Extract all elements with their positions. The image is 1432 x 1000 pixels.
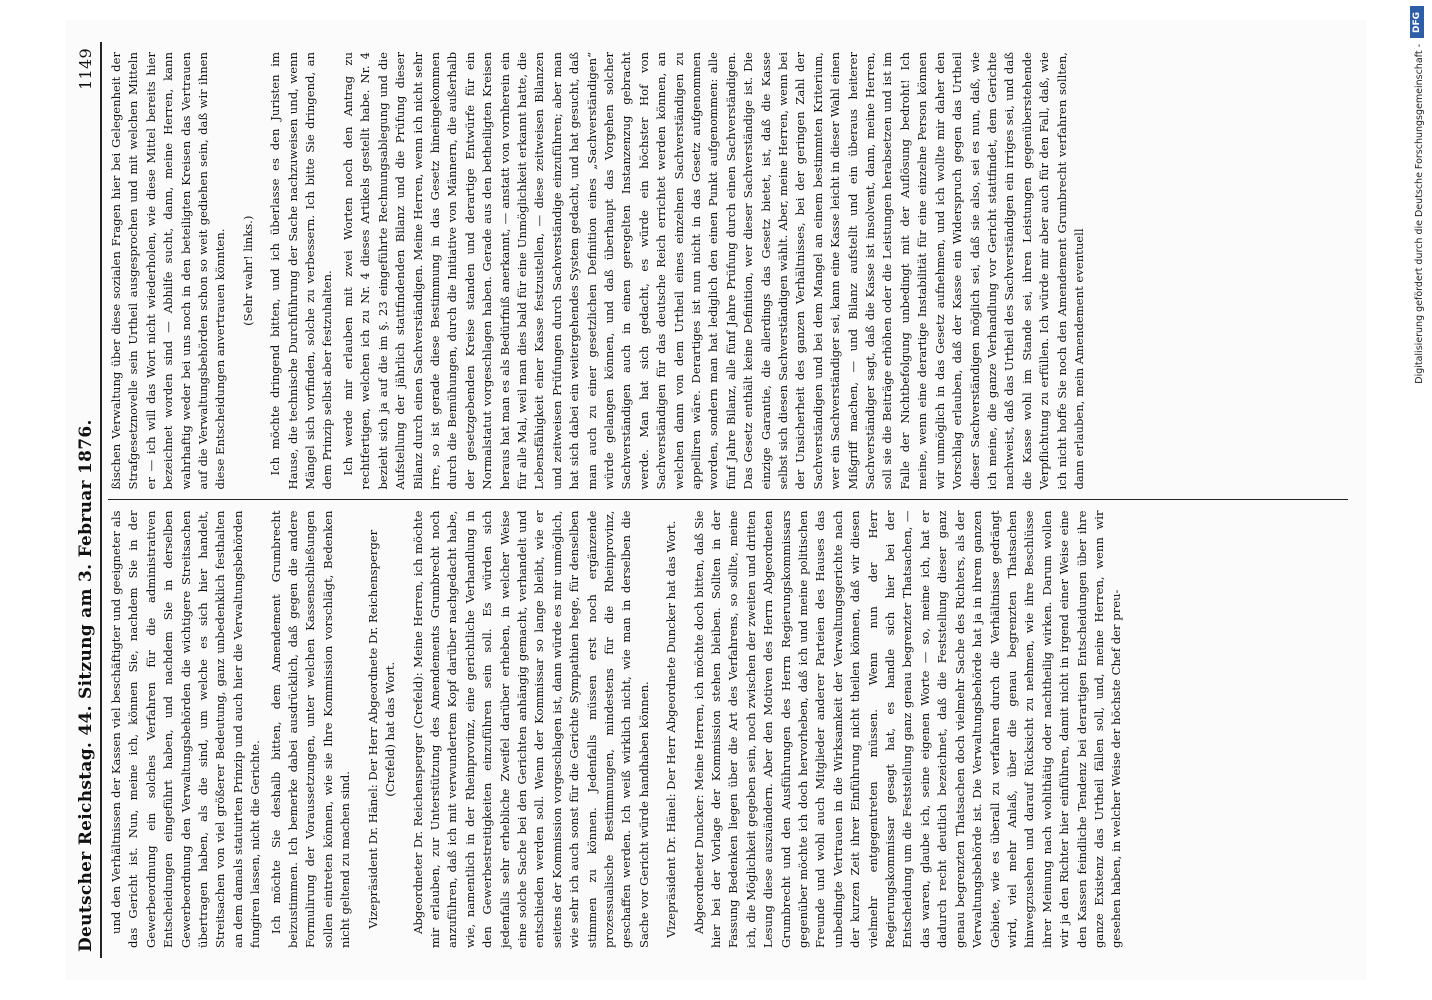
- right-column: [108, 42, 1348, 500]
- speaker-announcement: Vizepräsident Dr. Hänel: Der Herr Abgeordnete Dr. Reichensperger (Crefeld) hat das Wort.: [365, 529, 398, 929]
- paragraph: Ich werde mir erlauben mit zwei Worten noch den Antrag zu rechtfertigen, welchen ich zu Nr. 4 dieses Artikels gestellt habe. Nr. 4 bezieht sich ja auf die im §. 23 eingeführte Rechnungsablegung und die Aufstellung der jährlich stattfindenden Bilanz und die Prüfung dieser Bilanz durch einen Sachverständigen. Meine Herren, wenn ich nicht sehr irre, so ist gerade diese Bestimmung in das Gesetz hineingekommen durch die Bemühungen, durch die Initiative von Männern, die außerhalb der gesetzgebenden Kreise standen und derartige Entwürfe für ein Normalstatut vorgeschlagen haben. Gerade aus den betheiligten Kreisen heraus hat man es als Bedürfniß anerkannt, — anstatt von vornherein ein für alle Mal, weil man dies bald für eine Unmöglichkeit erkannt hatte, die Lebensfähigkeit einer Kasse festzustellen, — diese zeitweisen Bilanzen und zeitweisen Prüfungen durch Sachverständige einzuführen; aber man hat sich dabei ein weitergehendes System gedacht, und hat gesucht, daß man auch zu einer gesetzlichen Definition eines „Sachverständigen“ würde gelangen können, und daß überhaupt das Vorgehen solcher Sachverständigen auch in einen geregelten Instanzenzug gebracht werde. Man hat sich gedacht, es würde ein höchster Hof von Sachverständigen für das deutsche Reich errichtet werden können, an welchen dann von dem Urtheil eines einzelnen Sachverständigen zu appelliren wäre. Derartiges ist nun nicht in das Gesetz aufgenommen worden, sondern man hat lediglich den einen Punkt aufgenommen: alle fünf Jahre Bilanz, alle fünf Jahre Prüfung durch einen Sachverständigen. Das Gesetz enthält keine Definition, wer dieser Sachverständige ist. Die einzige Garantie, die allerdings das Gesetz bietet, ist, daß die Kasse selbst sich diesen Sachverständigen wählt. Aber, meine Herren, wenn bei der Unsicherheit des ganzen Verhältnisses, bei der geringen Zahl der Sachverständigen und bei dem Mangel an einem bestimmten Kriterium, wer ein Sachverständiger sei, kann eine Kasse leicht in dieser Wahl einen Mißgriff machen, — und Bilanz aufstellt und ein überaus heiterer Sachverständiger sagt, daß die Kasse ist insolvent, dann, meine Herren, soll sie die Beiträge erhöhen oder die Leistungen herabsetzen und ist im Falle der Nichtbefolgung unbedingt mit der Auflösung bedroht! Ich meine, wenn eine derartige Instabilität für eine einzelne Person können wir unmöglich in das Gesetz aufnehmen, und ich wollte mir daher den Vorschlag erlauben, daß der Kasse ein Widerspruch gegen das Urtheil dieser Sachverständigen möglich sei, daß sie also, sei es nun, daß, wie ich meine, die ganze Verhandlung vor Gericht stattfindet, dem Gerichte nachweist, daß das Urtheil des Sachverständigen ein irriges sei, und daß die Kasse wohl im Stande sei, ihren Leistungen gegenüberstehende Verpflichtung zu erfüllen. Ich würde mir aber auch für den Fall, daß, wie ich nicht hoffe Sie noch den Amendement Grumbrecht verfahren sollten, dann erlauben, mein Amendement eventuell: [340, 52, 1086, 490]
- left-column: [108, 501, 1348, 959]
- dfg-logo: DFG: [1410, 6, 1424, 38]
- column-rule: [108, 500, 1348, 501]
- paragraph: Ich möchte Sie deshalb bitten, dem Amendement Grumbrecht beizustimmen. Ich bemerke dabei ausdrücklich, daß gegen die andere Formulirung der Voraussetzungen, unter welchen Kassenschließungen sollen eintreten können, wie sie Ihre Kommission vorschlägt, Bedenken nicht geltend zu machen sind.: [268, 510, 353, 948]
- paragraph: und den Verhältnissen der Kassen viel beschäftigter und geeigneter als das Gericht ist. Nun, meine ich, können Sie, nachdem Sie in der Gewerbeordnung ein solches Verfahren für die administrativen Entscheidungen eingeführt haben, und nachdem Sie in derselben Gewerbeordnung den Verwaltungsbehörden die wichtigere Streitsachen übertragen haben, als die sind, um welche es sich hier handelt, Streitsachen von viel größerer Bedeutung, ganz unbedenklich festhalten an dem damals statuirten Prinzip und auch hier die Verwaltungsbehörden fungiren lassen, nicht die Gerichte.: [109, 510, 263, 948]
- text-columns: [108, 42, 1348, 958]
- scanned-page: [66, 20, 1366, 980]
- running-head: Deutscher Reichstag. 44. Sitzung am 3. Februar 1876.: [76, 419, 96, 952]
- interjection: (Sehr wahr! links.): [240, 215, 255, 326]
- page-number: 1149: [76, 48, 95, 90]
- scan-edge: [1406, 0, 1432, 1000]
- dfg-caption: Digitalisierung gefördert durch die Deutsche Forschungsgemeinschaft -: [1414, 44, 1425, 384]
- paragraph: ßischen Verwaltung über diese sozialen Fragen hier bei Gelegenheit der Strafgesetznovelle sein Urtheil ausgesprochen und mit welchen Mitteln er — ich will das Wort nicht wiederholen, wie diese Mittel bereits hier bezeichnet worden sind — Abhilfe sucht, dann, meine Herren, kann wahrhaftig weder bei uns noch in den beteiligten Kreisen das Vertrauen auf die Verwaltungsbehörden schon so weit gediehen sein, daß wir ihnen diese Entscheidungen anvertrauen könnten.: [109, 52, 228, 490]
- speaker-announcement: Vizepräsident Dr. Hänel: Der Herr Abgeordnete Duncker hat das Wort.: [664, 520, 679, 938]
- page-header: [76, 42, 102, 958]
- paragraph: Ich möchte dringend bitten, und ich überlasse es den Juristen im Hause, die technische Durchführung der Sache nachzuweisen und, wenn Mängel sich vorfinden, solche zu verbessern. Ich bitte Sie dringend, an dem Prinzip selbst aber festzuhalten.: [268, 52, 335, 490]
- paragraph: Abgeordneter Duncker: Meine Herren, ich möchte doch bitten, daß Sie hier bei der Vorlage der Kommission stehen bleiben. Sollten in der Fassung Bedenken liegen über die Art des Verfahrens, so sollte, meine ich, die Möglichkeit gegeben sein, noch zwischen der zweiten und dritten Lesung diese auszuändern. Aber den Motiven des Herrn Abgeordneten Grumbrecht und den Ausführungen des Herrn Regierungskommissars gegenüber möchte ich doch hervorheben, daß ich und meine politischen Freunde und wohl auch Mitglieder anderer Parteien des Hauses das unbedingte Vertrauen in die Wirksamkeit der Verwaltungsgerichte nach der kurzen Zeit ihrer Einführung nicht theilen können, daß wir diesen vielmehr entgegentreten müssen. Wenn nun der Herr Regierungskommissar gesagt hat, es handle sich hier bei der Entscheidung um die Feststellung ganz genau begrenzter Thatsachen, — das waren, glaube ich, seine eigenen Worte — so, meine ich, hat er dadurch recht deutlich bezeichnet, daß die Feststellung dieser ganz genau begrenzten Thatsachen doch vielmehr Sache des Richters, als der Verwaltungsbehörde ist. Die Verwaltungsbehörde hat ja in ihrem ganzen Gebiete, wie es überall zu verfahren durch die Verhältnisse gedrängt wird, viel mehr Anlaß, über die genau begrenzten Thatsachen hinwegzusehen und darauf Rücksicht zu nehmen, wie ihre Beschlüsse ihrer Meinung nach wohlthätig oder nachtheilig wirken. Darum wollen wir ja den Richter hier einführen, damit nicht in irgend einer Weise eine den Kassen feindliche Tendenz bei derartigen Entscheidungen über ihre ganze Existenz das Urtheil fällen soll, und, meine Herren, wenn wir gesehen haben, in welcher Weise der höchste Chef der preu-: [691, 510, 1124, 948]
- paragraph: Abgeordneter Dr. Reichensperger (Crefeld): Meine Herren, ich möchte mir erlauben, zur Unterstützung des Amendements Grumbrecht noch anzuführen, daß ich mit verwundertem Kopf darüber nachgedacht habe, wie, namentlich in der Rheinprovinz, eine gerichtliche Verhandlung in den Gewerbestreitigkeiten einzuführen sein soll. Es würden sich jedenfalls sehr erhebliche Zweifel darüber erheben, in welcher Weise eine solche Sache bei den Gerichten anhängig gemacht, verhandelt und entschieden werden soll. Wenn der Kommissar so lange bleibt, wie er seitens der Kommission vorgeschlagen ist, dann würde es mir unmöglich, wie sehr ich auch sonst für die Gerichte Sympathien hege, für denselben stimmen zu können. Jedenfalls müssen erst noch ergänzende prozessualische Bestimmungen, mindestens für die Rheinprovinz, geschaffen werden. Ich weiß wirklich nicht, wie man in derselben die Sache vor Gericht würde handhaben können.: [410, 510, 651, 948]
